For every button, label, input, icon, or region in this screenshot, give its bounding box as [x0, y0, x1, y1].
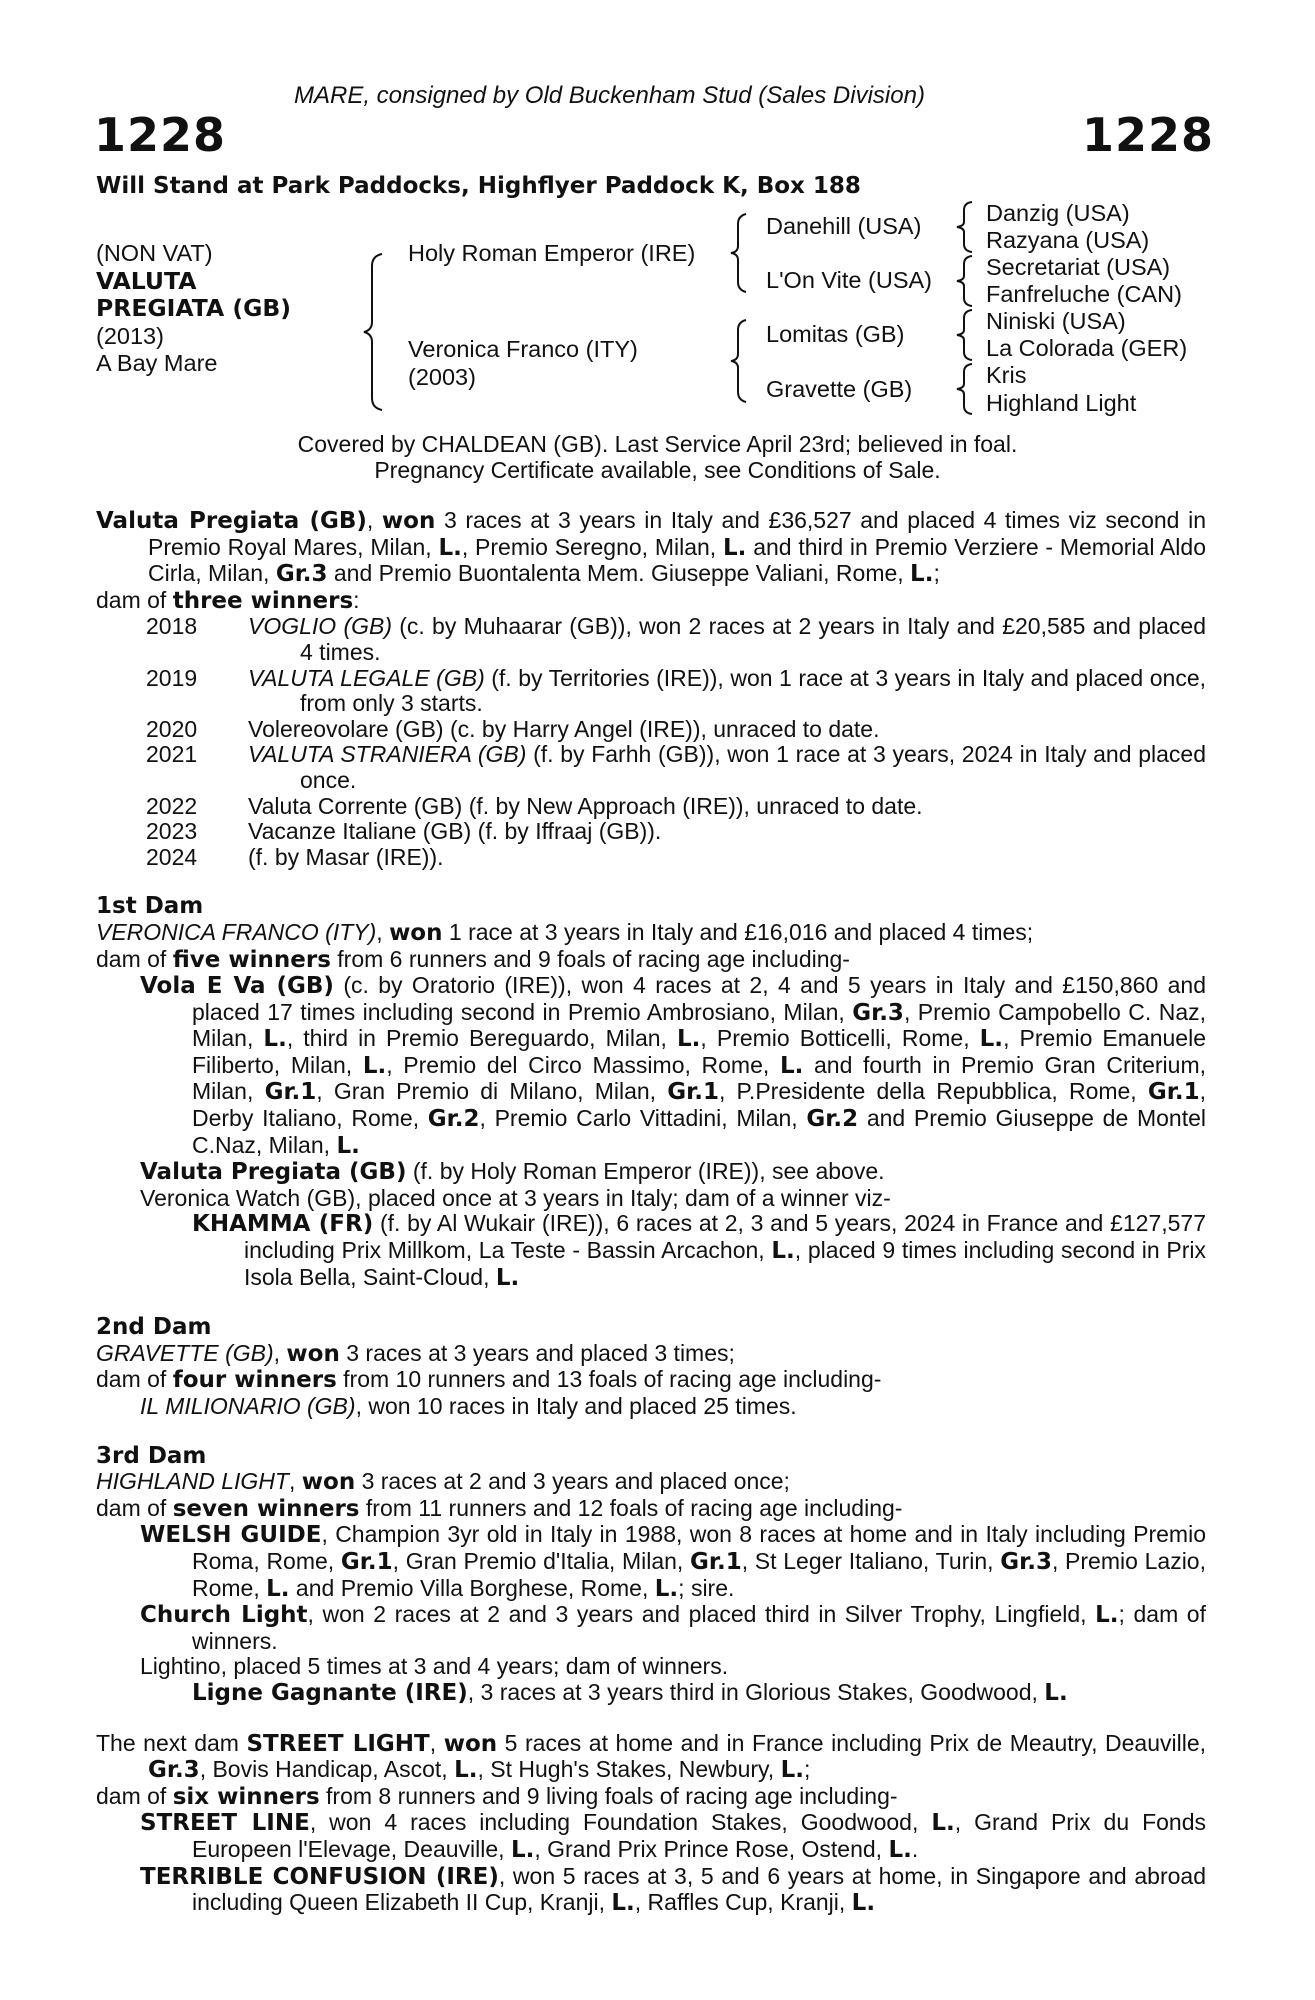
- sire-grandparents-brace: [728, 212, 754, 294]
- ggp-fanfreluche: Fanfreluche (CAN): [986, 281, 1182, 307]
- second-dam-of: dam of four winners from 10 runners and 13 foals of racing age including-: [96, 1366, 882, 1394]
- ggp-secretariat: Secretariat (USA): [986, 254, 1171, 280]
- mare-dam-of: dam of three winners:: [96, 586, 360, 614]
- first-dam-heading: 1st Dam: [96, 893, 204, 920]
- sire-dam: L'On Vite (USA): [766, 267, 933, 293]
- dam-sire: Lomitas (GB): [766, 321, 905, 347]
- second-dam-heading: 2nd Dam: [96, 1314, 212, 1341]
- vat-status: (NON VAT): [96, 240, 213, 266]
- sire-sire: Danehill (USA): [766, 213, 922, 239]
- produce-row: 2024 (f. by Masar (IRE)).: [146, 843, 444, 870]
- terrible-confusion-record: TERRIBLE CONFUSION (IRE), won 5 races at 3, 5 and 6 years at home, in Singapore and abroad including Queen Elizabeth II Cup, Kranji, L., Raffles Cup, Kranji, L.: [140, 1862, 1206, 1917]
- stand-location: Will Stand at Park Paddocks, Highflyer Paddock K, Box 188: [96, 173, 861, 199]
- brace-danehill: [954, 200, 978, 254]
- first-dam-of: dam of five winners from 6 runners and 9 foals of racing age including-: [96, 945, 850, 973]
- mare-name: Valuta Pregiata (GB): [96, 508, 367, 534]
- church-light-record: Church Light, won 2 races at 2 and 3 years and placed third in Silver Trophy, Lingfield, L.; dam of winners.: [140, 1601, 1206, 1654]
- vola-e-va-record: Vola E Va (GB) (c. by Oratorio (IRE)), won 4 races at 2, 4 and 5 years in Italy and £150,860 and placed 17 times including second in Premio Ambrosiano, Milan, Gr.3, Premio Campobello C. Naz, Milan, L., third in Premio Bereguardo, Milan, L., Premio Botticelli, Rome, L., Premio Emanuele Filiberto, Milan, L., Premio del Circo Massimo, Rome, L. and fourth in Premio Gran Criterium, Milan, Gr.1, Gran Premio di Milano, Milan, Gr.1, P.Presidente della Repubblica, Rome, Gr.1, Derby Italiano, Rome, Gr.2, Premio Carlo Vittadini, Milan, Gr.2 and Premio Giuseppe de Montel C.Naz, Milan, L.: [140, 972, 1207, 1159]
- horse-year: (2013): [96, 323, 164, 349]
- lot-number-left: 1228: [94, 108, 227, 162]
- valuta-pregiata-entry: Valuta Pregiata (GB) (f. by Holy Roman Emperor (IRE)), see above.: [140, 1158, 885, 1186]
- brace-lonvite: [954, 254, 978, 308]
- produce-row: 2021 VALUTA STRANIERA (GB) (f. by Farhh (GB)), won 1 race at 3 years, 2024 in Italy and placed once.: [146, 741, 1206, 793]
- mare-record: Valuta Pregiata (GB), won 3 races at 3 years in Italy and £36,527 and placed 4 times viz second in Premio Royal Mares, Milan, L., Premio Seregno, Milan, L. and third in Premio Verziere - Memorial Aldo Cirla, Milan, Gr.3 and Premio Buontalenta Mem. Giuseppe Valiani, Rome, L.;: [96, 507, 1206, 588]
- third-dam-record: HIGHLAND LIGHT, won 3 races at 2 and 3 years and placed once;: [96, 1468, 790, 1496]
- horse-name-line2: PREGIATA (GB): [96, 294, 292, 322]
- lightino-entry: Lightino, placed 5 times at 3 and 4 years; dam of winners.: [140, 1653, 729, 1680]
- consignor-line: MARE, consigned by Old Buckenham Stud (Sales Division): [294, 82, 925, 109]
- dam-year: (2003): [408, 364, 476, 390]
- ggp-kris: Kris: [986, 362, 1027, 388]
- next-dam-record: The next dam STREET LIGHT, won 5 races at home and in France including Prix de Meautry, Deauville, Gr.3, Bovis Handicap, Ascot, L., St Hugh's Stakes, Newbury, L.;: [96, 1729, 1207, 1784]
- ggp-razyana: Razyana (USA): [986, 227, 1150, 253]
- ggp-danzig: Danzig (USA): [986, 200, 1130, 226]
- ggp-highland-light: Highland Light: [986, 390, 1137, 416]
- ggp-la-colorada: La Colorada (GER): [986, 335, 1188, 361]
- third-dam-heading: 3rd Dam: [96, 1442, 207, 1469]
- covered-line: Covered by CHALDEAN (GB). Last Service April 23rd; believed in foal.: [297, 431, 1018, 457]
- il-milionario-entry: IL MILIONARIO (GB), won 10 races in Italy and placed 25 times.: [140, 1393, 797, 1419]
- dam-dam: Gravette (GB): [766, 376, 913, 402]
- ligne-gagnante-record: Ligne Gagnante (IRE), 3 races at 3 years third in Glorious Stakes, Goodwood, L.: [192, 1678, 1068, 1706]
- pregnancy-line: Pregnancy Certificate available, see Conditions of Sale.: [374, 456, 941, 483]
- khamma-record: KHAMMA (FR) (f. by Al Wukair (IRE)), 6 races at 2, 3 and 5 years, 2024 in France and £127,577 including Prix Millkom, La Teste - Bassin Arcachon, L., placed 9 times including second in Prix Isola Bella, Saint-Cloud, L.: [192, 1210, 1207, 1291]
- street-line-record: STREET LINE, won 4 races including Foundation Stakes, Goodwood, L., Grand Prix du Fonds Europeen l'Elevage, Deauville, L., Grand Prix Prince Rose, Ostend, L..: [140, 1809, 1206, 1863]
- next-dam-of: dam of six winners from 8 runners and 9 living foals of racing age including-: [96, 1782, 898, 1810]
- welsh-guide-record: WELSH GUIDE, Champion 3yr old in Italy in 1988, won 8 races at home and in Italy including Premio Roma, Rome, Gr.1, Gran Premio d'Italia, Milan, Gr.1, St Leger Italiano, Turin, Gr.3, Premio Lazio, Rome, L. and Premio Villa Borghese, Rome, L.; sire.: [140, 1521, 1206, 1602]
- produce-row: 2023 Vacanze Italiane (GB) (f. by Iffraaj (GB)).: [146, 818, 662, 845]
- dam-name: Veronica Franco (ITY): [408, 336, 638, 362]
- catalogue-body: [96, 508, 1206, 1917]
- produce-row: 2018 VOGLIO (GB) (c. by Muhaarar (GB)), won 2 races at 2 years in Italy and £20,585 and placed 4 times.: [146, 613, 1206, 665]
- brace-lomitas: [954, 308, 978, 362]
- dam-grandparents-brace: [728, 318, 754, 404]
- third-dam-of: dam of seven winners from 11 runners and 12 foals of racing age including-: [96, 1494, 903, 1522]
- second-dam-record: GRAVETTE (GB), won 3 races at 3 years and placed 3 times;: [96, 1339, 735, 1367]
- produce-row: 2022 Valuta Corrente (GB) (f. by New Approach (IRE)), unraced to date.: [146, 792, 923, 819]
- produce-row: 2020 Volereovolare (GB) (c. by Harry Angel (IRE)), unraced to date.: [146, 715, 880, 742]
- horse-name-line1: VALUTA: [96, 267, 197, 295]
- sire-name: Holy Roman Emperor (IRE): [408, 240, 696, 266]
- sire-dam-brace: [360, 252, 390, 412]
- covering-info: [0, 432, 1315, 483]
- first-dam-record: VERONICA FRANCO (ITY), won 1 race at 3 years in Italy and £16,016 and placed 4 times;: [96, 918, 1034, 946]
- produce-row: 2019 VALUTA LEGALE (GB) (f. by Territories (IRE)), won 1 race at 3 years in Italy and placed once, from only 3 starts.: [146, 664, 1206, 717]
- lot-number-right: 1228: [1082, 108, 1215, 162]
- veronica-watch-entry: Veronica Watch (GB), placed once at 3 years in Italy; dam of a winner viz-: [140, 1184, 891, 1211]
- horse-description: A Bay Mare: [96, 350, 218, 376]
- brace-gravette: [954, 362, 978, 416]
- ggp-niniski: Niniski (USA): [986, 308, 1126, 334]
